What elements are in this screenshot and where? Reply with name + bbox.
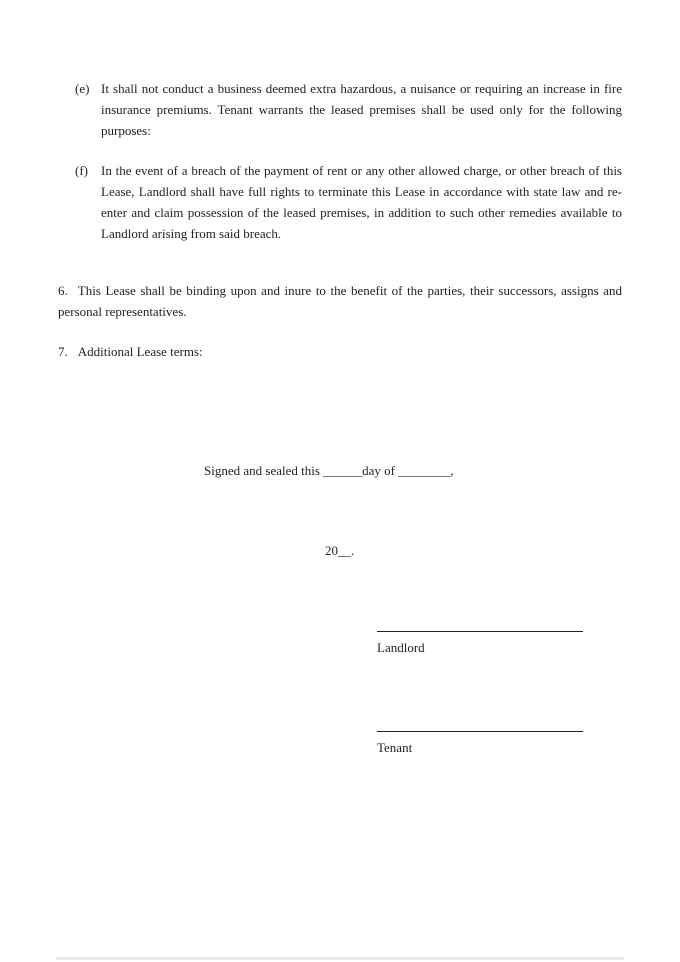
section-7-text: Additional Lease terms: — [77, 344, 203, 359]
tenant-signature-line — [377, 731, 583, 732]
clause-e — [75, 78, 622, 141]
year-line: 20__. — [325, 543, 355, 558]
section-6 — [58, 280, 622, 322]
clause-f-text: In the event of a breach of the payment of rent or any other allowed charge, or other breach of this Lease, Landlord shall have full rights to terminate this Lease in accordance with state law and re-enter and claim possession of the leased premises, in addition to such other remedies available to Landlord arising from said breach. — [101, 163, 622, 241]
section-7-number: 7. — [58, 344, 68, 359]
clause-e-text: It shall not conduct a business deemed extra hazardous, a nuisance or requiring an increase in fire insurance premiums. Tenant warrants the leased premises shall be used only for the following purposes: — [101, 81, 622, 138]
clause-e-label: (e) — [75, 81, 90, 96]
landlord-signature-label: Landlord — [377, 640, 425, 655]
clause-f — [75, 160, 622, 244]
signature-block-tenant — [377, 731, 583, 758]
signed-sealed-line: Signed and sealed this ______day of ________, — [204, 463, 454, 478]
page-bottom-scan-artifact — [56, 957, 624, 960]
section-6-number: 6. — [58, 283, 68, 298]
tenant-signature-label: Tenant — [377, 740, 413, 755]
clause-f-label: (f) — [75, 163, 88, 178]
section-7 — [58, 341, 622, 362]
signature-block-landlord — [377, 631, 583, 658]
section-6-text: This Lease shall be binding upon and inure to the benefit of the parties, their successors, assigns and personal representatives. — [58, 283, 622, 319]
landlord-signature-line — [377, 631, 583, 632]
